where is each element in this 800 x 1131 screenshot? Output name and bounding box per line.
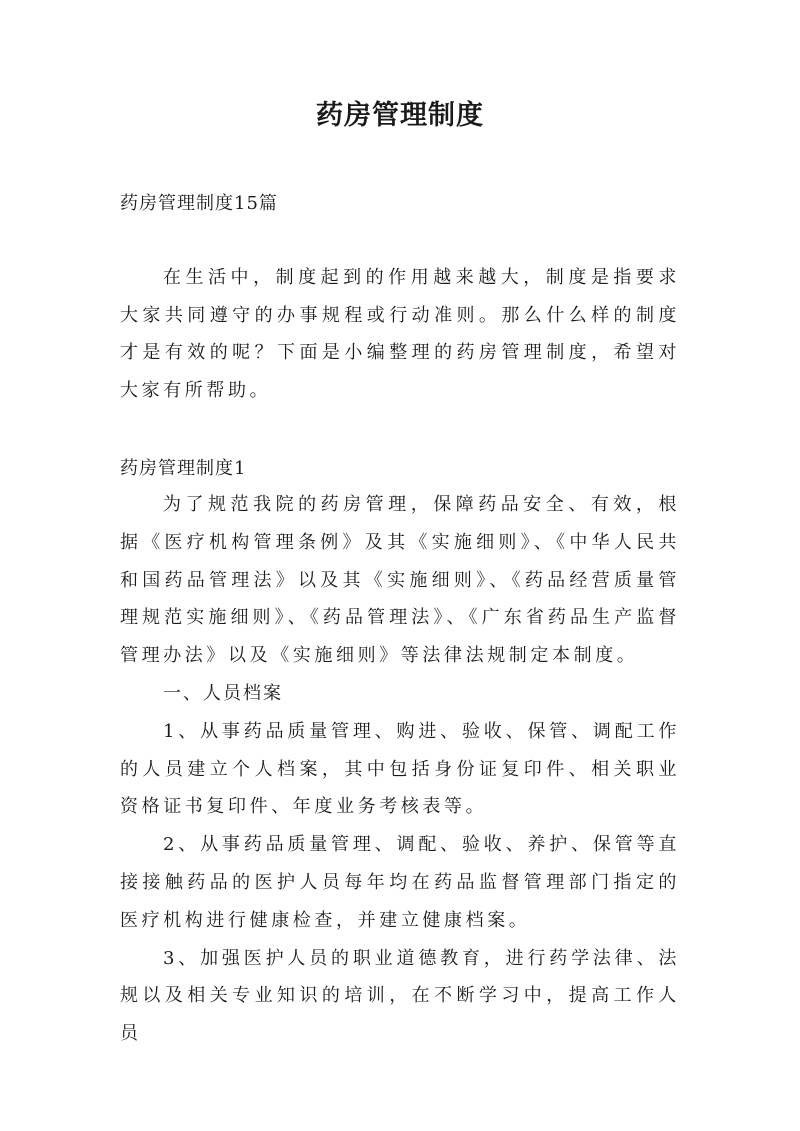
section-heading: 药房管理制度1 xyxy=(120,458,247,479)
document-title: 药房管理制度 xyxy=(316,100,484,131)
body-paragraph-3: 2、从事药品质量管理、调配、验收、养护、保管等直接接触药品的医护人员每年均在药品监督管理部门指定的医疗机构进行健康检查，并建立健康档案。 xyxy=(120,834,680,931)
section-body xyxy=(120,486,680,1053)
body-paragraph-4: 3、加强医护人员的职业道德教育，进行药学法律、法规以及相关专业知识的培训，在不断学习中，提高工作人员 xyxy=(120,947,680,1045)
subsection-heading: 一、人员档案 xyxy=(163,682,283,704)
document-subtitle: 药房管理制度15篇 xyxy=(120,193,278,214)
body-paragraph-2: 1、从事药品质量管理、购进、验收、保管、调配工作的人员建立个人档案，其中包括身份证复印件、相关职业资格证书复印件、年度业务考核表等。 xyxy=(120,720,680,818)
body-paragraph-1: 为了规范我院的药房管理，保障药品安全、有效，根据《医疗机构管理条例》及其《实施细则》、《中华人民共和国药品管理法》以及其《实施细则》、《药品经营质量管理规范实施细则》、《药品管理法》、《广东省药品生产监督管理办法》以及《实施细则》等法律法规制定本制度。 xyxy=(120,494,680,667)
intro-paragraph: 在生活中，制度起到的作用越来越大，制度是指要求大家共同遵守的办事规程或行动准则。那么什么样的制度才是有效的呢？下面是小编整理的药房管理制度，希望对大家有所帮助。 xyxy=(120,267,680,401)
